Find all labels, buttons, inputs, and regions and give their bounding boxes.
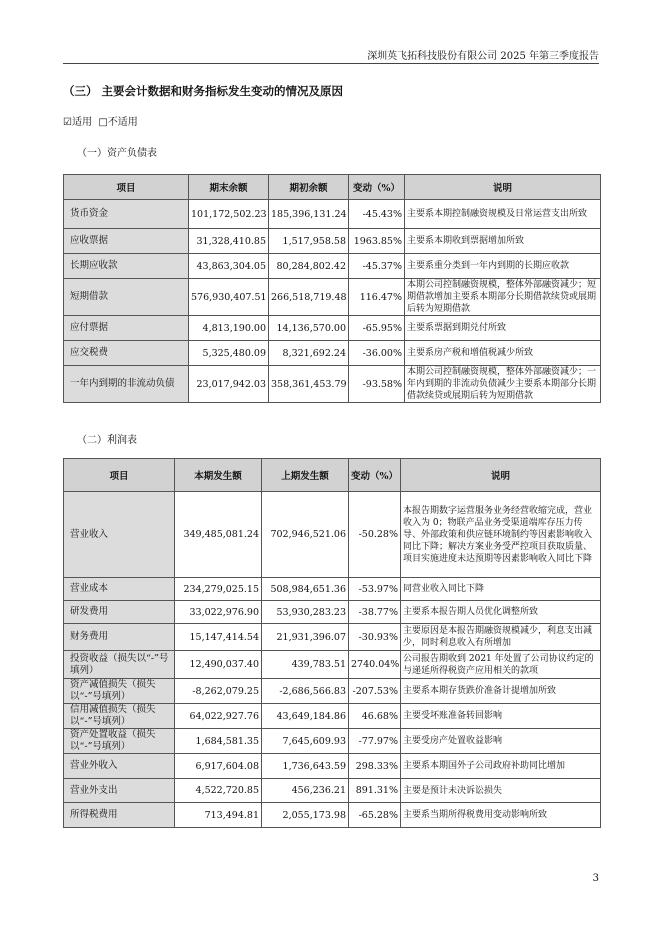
prior-value-cell: 266,518,719.48 <box>269 279 349 316</box>
table-row <box>64 679 601 704</box>
column-header: 上期发生额 <box>262 459 349 492</box>
table-row <box>64 279 601 316</box>
explanation-cell: 本期公司控制融资规模，整体外部融资减少；短期借款增加主要系本期部分长期借款续贷或展期后转为短期借款 <box>405 279 601 316</box>
prior-value-cell: 1,517,958.58 <box>269 229 349 254</box>
column-header: 变动（%） <box>349 175 405 200</box>
table-row <box>64 601 601 624</box>
current-value-cell: 576,930,407.51 <box>189 279 269 316</box>
item-cell: 长期应收款 <box>64 254 189 279</box>
explanation-cell: 主要原因是本报告期融资规模减少，利息支出减少，同时利息收入有所增加 <box>401 624 601 651</box>
balance-sheet-title: （一）资产负债表 <box>77 148 157 159</box>
column-header: 期初余额 <box>269 175 349 200</box>
item-cell: 研发费用 <box>64 601 175 624</box>
current-value-cell: 4,813,190.00 <box>189 316 269 341</box>
explanation-cell: 主要系房产税和增值税减少所致 <box>405 341 601 366</box>
change-percent-cell: -45.37% <box>349 254 405 279</box>
change-percent-cell: -50.28% <box>349 492 401 578</box>
column-header: 说明 <box>401 459 601 492</box>
column-header: 变动（%） <box>349 459 401 492</box>
balance-sheet-table <box>63 174 601 403</box>
income-statement-title: （二）利润表 <box>77 435 137 446</box>
prior-value-cell: 14,136,570.00 <box>269 316 349 341</box>
explanation-cell: 主要系本期国外子公司政府补助同比增加 <box>401 754 601 779</box>
table-row <box>64 729 601 754</box>
prior-value-cell: 456,236.21 <box>262 779 349 803</box>
change-percent-cell: -36.00% <box>349 341 405 366</box>
current-value-cell: 64,022,927.76 <box>175 704 262 729</box>
prior-value-cell: 80,284,802.42 <box>269 254 349 279</box>
change-percent-cell: 46.68% <box>349 704 401 729</box>
change-percent-cell: -93.58% <box>349 366 405 403</box>
item-cell: 应交税费 <box>64 341 189 366</box>
column-header: 项目 <box>64 459 175 492</box>
table-row <box>64 200 601 229</box>
current-value-cell: -8,262,079.25 <box>175 679 262 704</box>
column-header: 说明 <box>405 175 601 200</box>
table-row <box>64 704 601 729</box>
column-header: 项目 <box>64 175 189 200</box>
explanation-cell: 公司报告期收到 2021 年处置了公司协议约定的与递延所得税资产应用相关的款项 <box>401 651 601 679</box>
change-percent-cell: -53.97% <box>349 578 401 601</box>
header-divider <box>63 63 599 64</box>
current-value-cell: 4,522,720.85 <box>175 779 262 803</box>
table-row <box>64 624 601 651</box>
item-cell: 应收票据 <box>64 229 189 254</box>
current-value-cell: 6,917,604.08 <box>175 754 262 779</box>
current-value-cell: 713,494.81 <box>175 803 262 828</box>
item-cell: 营业收入 <box>64 492 175 578</box>
item-cell: 资产处置收益（损失以“-”号填列） <box>64 729 175 754</box>
explanation-cell: 主要系本报告期人员优化调整所致 <box>401 601 601 624</box>
prior-value-cell: 43,649,184.86 <box>262 704 349 729</box>
explanation-cell: 本报告期数字运营服务业务经营收缩完成，营业收入为 0；物联产品业务受渠道端库存压力传导、外部政策和供应链环境制约等因素影响收入同比下降；解决方案业务受严控项目获取质量、项目实施进度未达预期等因素影响收入同比下降 <box>401 492 601 578</box>
column-header: 期末余额 <box>189 175 269 200</box>
table-row <box>64 316 601 341</box>
table-row <box>64 754 601 779</box>
change-percent-cell: 116.47% <box>349 279 405 316</box>
prior-value-cell: 508,984,651.36 <box>262 578 349 601</box>
item-cell: 信用减值损失（损失以“-”号填列） <box>64 704 175 729</box>
table-row <box>64 779 601 803</box>
change-percent-cell: -38.77% <box>349 601 401 624</box>
column-header: 本期发生额 <box>175 459 262 492</box>
current-value-cell: 15,147,414.54 <box>175 624 262 651</box>
table-row <box>64 341 601 366</box>
change-percent-cell: 298.33% <box>349 754 401 779</box>
item-cell: 营业外支出 <box>64 779 175 803</box>
change-percent-cell: -65.28% <box>349 803 401 828</box>
table-row <box>64 578 601 601</box>
table-row <box>64 254 601 279</box>
change-percent-cell: -45.43% <box>349 200 405 229</box>
change-percent-cell: -207.53% <box>349 679 401 704</box>
not-applicable-option: □不适用 <box>98 117 138 128</box>
prior-value-cell: 8,321,692.24 <box>269 341 349 366</box>
table-row <box>64 651 601 679</box>
item-cell: 一年内到期的非流动负债 <box>64 366 189 403</box>
current-value-cell: 33,022,976.90 <box>175 601 262 624</box>
applicability-options <box>63 113 138 128</box>
explanation-cell: 主要系当期所得税费用变动影响所致 <box>401 803 601 828</box>
change-percent-cell: -65.95% <box>349 316 405 341</box>
change-percent-cell: -77.97% <box>349 729 401 754</box>
prior-value-cell: 1,736,643.59 <box>262 754 349 779</box>
prior-value-cell: 185,396,131.24 <box>269 200 349 229</box>
current-value-cell: 5,325,480.09 <box>189 341 269 366</box>
item-cell: 应付票据 <box>64 316 189 341</box>
change-percent-cell: 2740.04% <box>349 651 401 679</box>
item-cell: 营业外收入 <box>64 754 175 779</box>
report-header: 深圳英飞拓科技股份有限公司 2025 年第三季度报告 <box>367 51 599 62</box>
item-cell: 所得税费用 <box>64 803 175 828</box>
table-row <box>64 366 601 403</box>
change-percent-cell: -30.93% <box>349 624 401 651</box>
table-row <box>64 229 601 254</box>
change-percent-cell: 1963.85% <box>349 229 405 254</box>
current-value-cell: 349,485,081.24 <box>175 492 262 578</box>
prior-value-cell: 2,055,173.98 <box>262 803 349 828</box>
item-cell: 货币资金 <box>64 200 189 229</box>
section-title: （三） 主要会计数据和财务指标发生变动的情况及原因 <box>63 84 344 98</box>
current-value-cell: 31,328,410.85 <box>189 229 269 254</box>
current-value-cell: 101,172,502.23 <box>189 200 269 229</box>
explanation-cell: 主要系票据到期兑付所致 <box>405 316 601 341</box>
item-cell: 投资收益（损失以“-”号填列） <box>64 651 175 679</box>
current-value-cell: 23,017,942.03 <box>189 366 269 403</box>
prior-value-cell: 21,931,396.07 <box>262 624 349 651</box>
explanation-cell: 主要是预计未决诉讼损失 <box>401 779 601 803</box>
explanation-cell: 主要系本期存货跌价准备计提增加所致 <box>401 679 601 704</box>
page-number: 3 <box>592 873 599 884</box>
prior-value-cell: 53,930,283.23 <box>262 601 349 624</box>
explanation-cell: 本期公司控制融资规模，整体外部融资减少；一年内到期的非流动负债减少主要系本期部分长期借款续贷或展期后转为短期借款 <box>405 366 601 403</box>
item-cell: 短期借款 <box>64 279 189 316</box>
change-percent-cell: 891.31% <box>349 779 401 803</box>
prior-value-cell: -2,686,566.83 <box>262 679 349 704</box>
prior-value-cell: 439,783.51 <box>262 651 349 679</box>
prior-value-cell: 7,645,609.93 <box>262 729 349 754</box>
prior-value-cell: 702,946,521.06 <box>262 492 349 578</box>
table-row <box>64 803 601 828</box>
explanation-cell: 主要受房产处置收益影响 <box>401 729 601 754</box>
item-cell: 营业成本 <box>64 578 175 601</box>
current-value-cell: 234,279,025.15 <box>175 578 262 601</box>
explanation-cell: 主要受坏账准备转回影响 <box>401 704 601 729</box>
explanation-cell: 主要系本期控制融资规模及日常运营支出所致 <box>405 200 601 229</box>
current-value-cell: 12,490,037.40 <box>175 651 262 679</box>
current-value-cell: 1,684,581.35 <box>175 729 262 754</box>
current-value-cell: 43,863,304.05 <box>189 254 269 279</box>
explanation-cell: 主要系本期收到票据增加所致 <box>405 229 601 254</box>
prior-value-cell: 358,361,453.79 <box>269 366 349 403</box>
explanation-cell: 同营业收入同比下降 <box>401 578 601 601</box>
item-cell: 资产减值损失（损失以“-”号填列） <box>64 679 175 704</box>
item-cell: 财务费用 <box>64 624 175 651</box>
table-row <box>64 492 601 578</box>
income-statement-table <box>63 458 601 828</box>
explanation-cell: 主要系重分类到一年内到期的长期应收款 <box>405 254 601 279</box>
applicable-option: ☑适用 <box>63 117 92 128</box>
